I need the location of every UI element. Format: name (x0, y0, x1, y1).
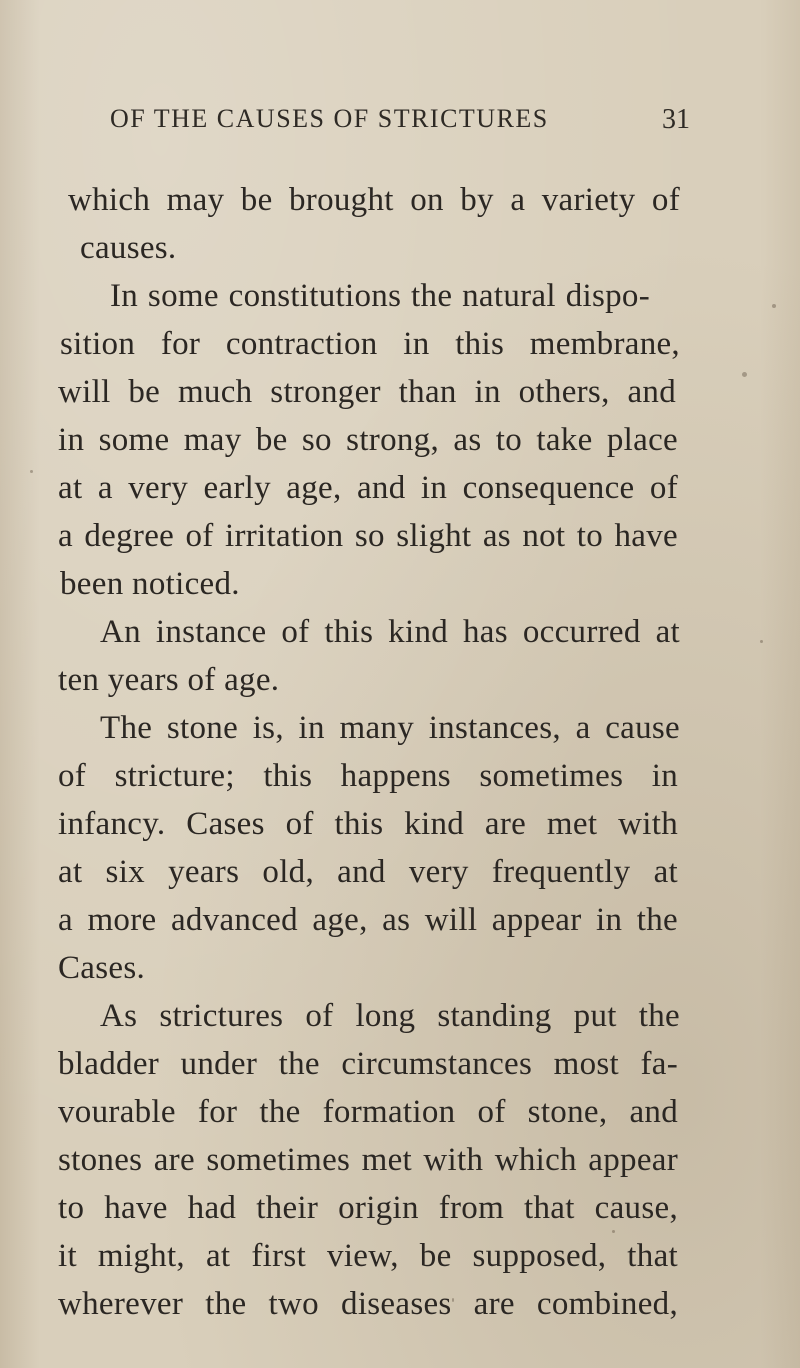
paper-speck (452, 1298, 454, 1302)
text-line: An instance of this kind has occurred at (100, 614, 680, 650)
text-line: it might, at first view, be supposed, that (58, 1238, 678, 1274)
paper-speck (612, 1230, 615, 1233)
paper-speck (760, 640, 763, 643)
text-line: been noticed. (60, 566, 240, 602)
running-head (110, 104, 690, 144)
paper-speck (30, 470, 33, 473)
paper-speck (772, 304, 776, 308)
text-line: wherever the two diseases are combined, (58, 1286, 678, 1322)
text-line: ten years of age. (58, 662, 280, 698)
text-line: The stone is, in many instances, a cause (100, 710, 680, 746)
text-line: a degree of irritation so slight as not to have (58, 518, 678, 554)
text-line: Cases. (58, 950, 146, 986)
text-line: stones are sometimes met with which appear (58, 1142, 678, 1178)
text-line: sition for contraction in this membrane, (60, 326, 680, 362)
text-line: to have had their origin from that cause, (58, 1190, 678, 1226)
paper-speck (742, 372, 747, 377)
text-line: which may be brought on by a variety of (68, 182, 680, 218)
text-line: vourable for the formation of stone, and (58, 1094, 678, 1130)
text-line: causes. (80, 230, 177, 266)
text-line: of stricture; this happens sometimes in (58, 758, 678, 794)
text-line: a more advanced age, as will appear in the (58, 902, 678, 938)
text-line: As strictures of long standing put the (100, 998, 680, 1034)
text-line: at six years old, and very frequently at (58, 854, 678, 890)
text-line: at a very early age, and in consequence of (58, 470, 678, 506)
text-line: bladder under the circumstances most fa- (58, 1046, 678, 1082)
text-line: In some constitutions the natural dispo- (110, 278, 650, 314)
page-number: 31 (662, 104, 690, 135)
text-line: infancy. Cases of this kind are met with (58, 806, 678, 842)
running-title: OF THE CAUSES OF STRICTURES (110, 104, 549, 133)
text-line: in some may be so strong, as to take place (58, 422, 678, 458)
text-line: will be much stronger than in others, and (58, 374, 676, 410)
